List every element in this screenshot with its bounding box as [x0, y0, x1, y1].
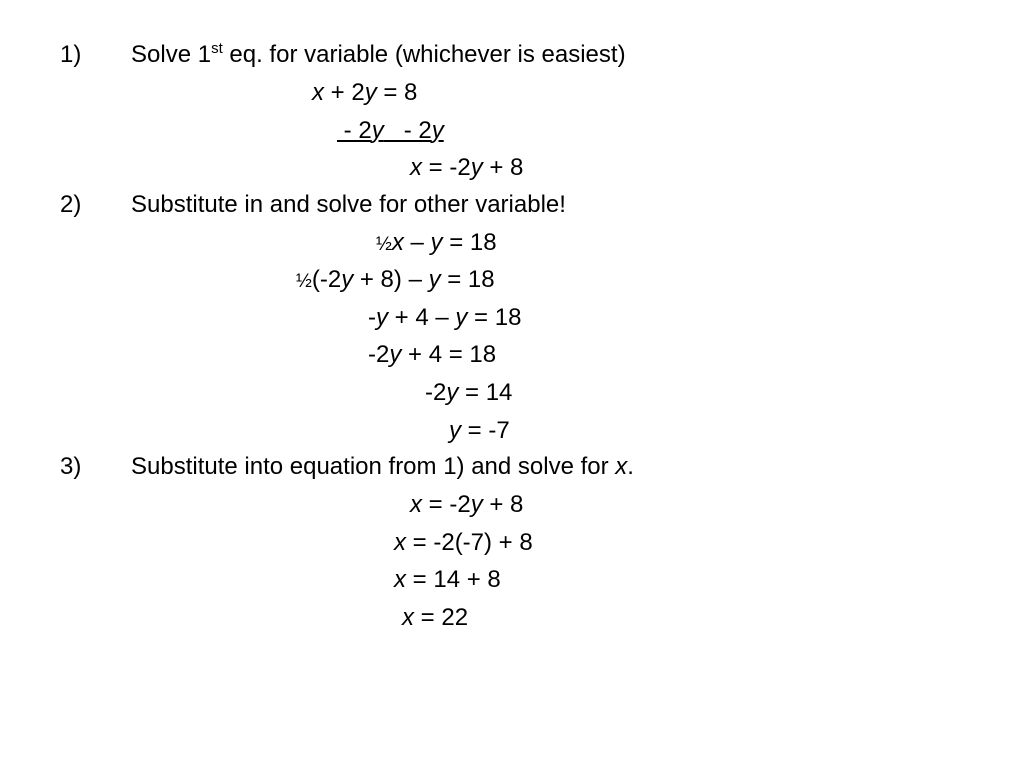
equation-2b: ½(-2y + 8) – y = 18 [296, 266, 495, 293]
equation-3a: x = -2y + 8 [410, 491, 524, 518]
equation-2a: ½x – y = 18 [376, 229, 497, 256]
equation-1c: x = -2y + 8 [410, 154, 524, 181]
step-3-text-end: . [627, 453, 634, 480]
step-1-text-end: eq. for variable (whichever is easiest) [222, 41, 626, 68]
equation-1a: x + 2y = 8 [312, 79, 418, 106]
equation-2f: y = -7 [449, 417, 510, 444]
step-3-number: 3) [60, 453, 82, 480]
step-1-number: 1) [60, 41, 82, 68]
equation-1b: - 2y - 2y [337, 117, 444, 144]
equation-3d: x = 22 [402, 604, 469, 631]
step-2-text: Substitute in and solve for other variable! [131, 191, 566, 218]
equation-2e: -2y = 14 [425, 379, 513, 406]
equation-3b: x = -2(-7) + 8 [394, 529, 533, 556]
step-1-text-start: Solve 1 [131, 41, 212, 68]
step-3-text-main: Substitute into equation from 1) and solve for [131, 453, 616, 480]
step-1-text [131, 40, 626, 73]
step-3-text [131, 452, 634, 482]
step-3-variable: x [615, 453, 628, 480]
step-1-superscript: st [211, 40, 223, 57]
equation-2c: -y + 4 – y = 18 [368, 304, 522, 331]
step-2-number: 2) [60, 191, 82, 218]
equation-3c: x = 14 + 8 [394, 566, 501, 593]
equation-2d: -2y + 4 = 18 [368, 341, 497, 368]
